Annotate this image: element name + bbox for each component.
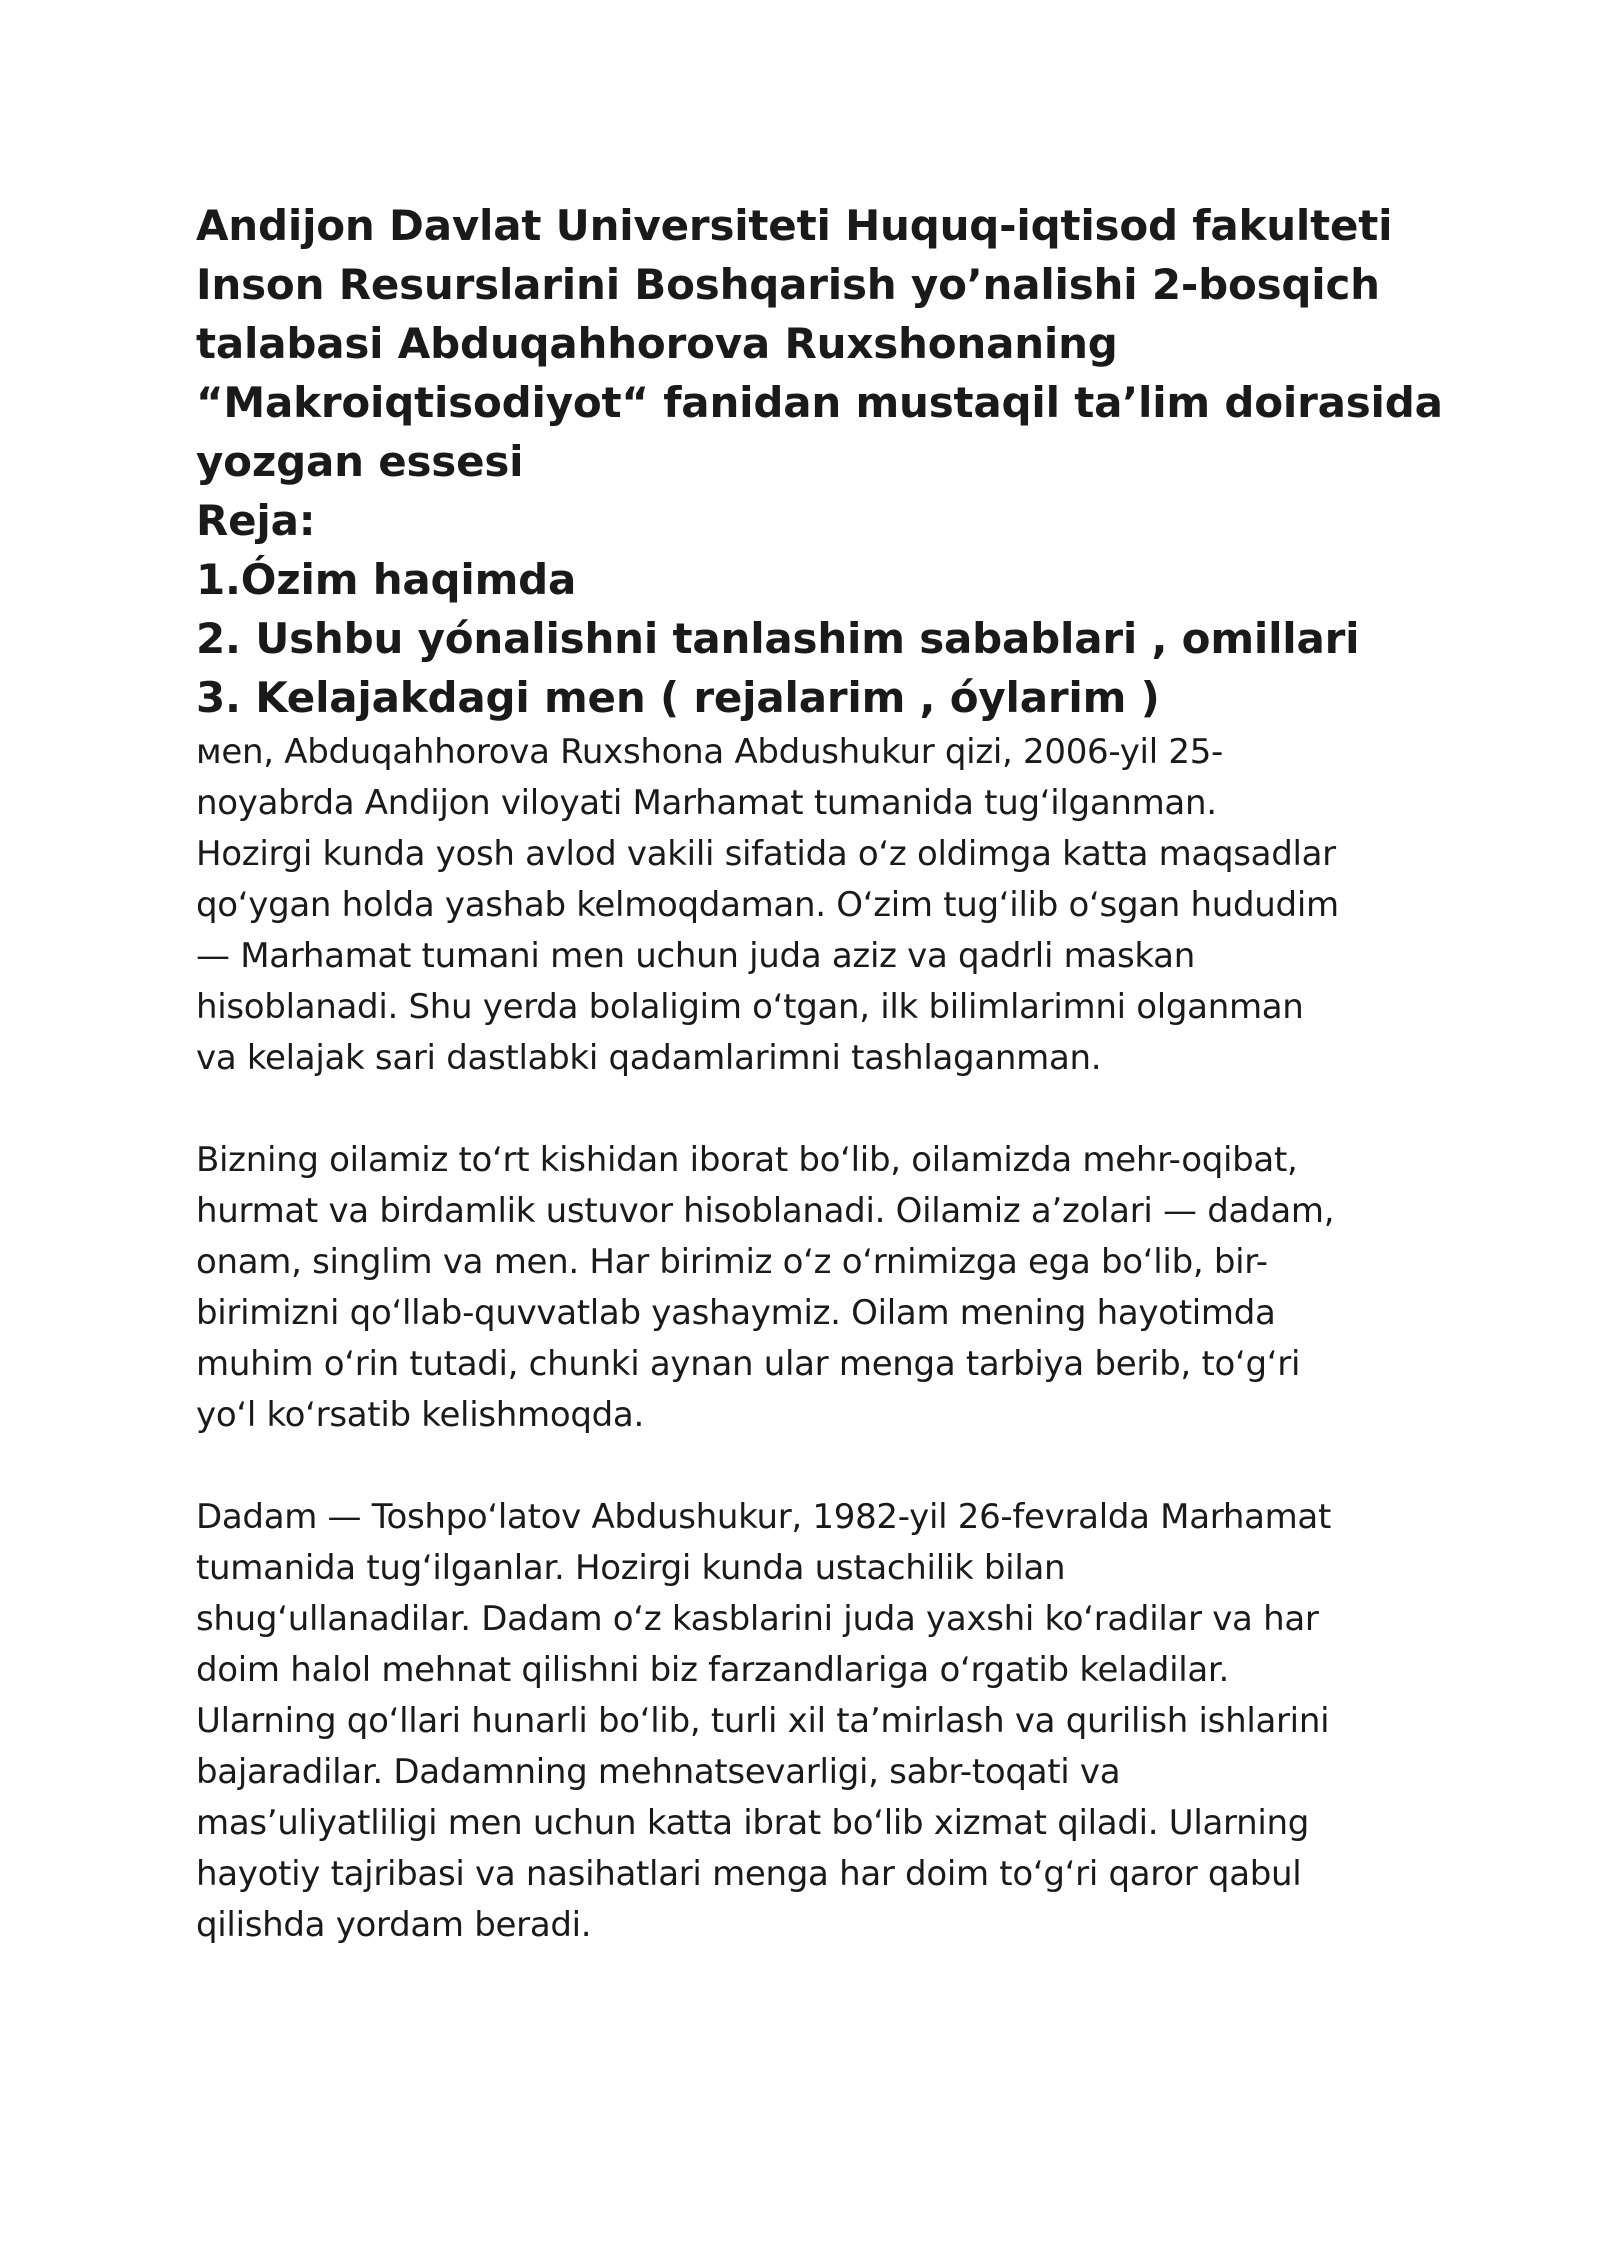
- plan-item: 3. Kelajakdagi men ( rejalarim , óylarim ): [196, 673, 1160, 722]
- text-line: noyabrda Andijon viloyati Marhamat tumanida tug‘ilganman.: [196, 783, 1217, 823]
- text-line: onam, singlim va men. Har birimiz o‘z o‘rnimizga ega bo‘lib, bir-: [196, 1242, 1268, 1282]
- text-line: Bizning oilamiz to‘rt kishidan iborat bo‘lib, oilamizda mehr-oqibat,: [196, 1140, 1298, 1180]
- title-line: “Makroiqtisodiyot“ fanidan mustaqil ta’lim doirasida: [196, 378, 1443, 427]
- text-line: qo‘ygan holda yashab kelmoqdaman. O‘zim tug‘ilib o‘sgan hududim: [196, 885, 1339, 925]
- text-line: hurmat va birdamlik ustuvor hisoblanadi. Oilamiz a’zolari — dadam,: [196, 1191, 1335, 1231]
- paragraph-father: [196, 1492, 1426, 1951]
- title-line: yozgan essesi: [196, 437, 524, 486]
- title-line: talabasi Abduqahhorova Ruxshonaning: [196, 319, 1118, 368]
- text-line: birimizni qo‘llab-quvvatlab yashaymiz. Oilam mening hayotimda: [196, 1293, 1276, 1333]
- text-line: doim halol mehnat qilishni biz farzandlariga o‘rgatib keladilar.: [196, 1650, 1229, 1690]
- text-line: shug‘ullanadilar. Dadam o‘z kasblarini juda yaxshi ko‘radilar va har: [196, 1599, 1319, 1639]
- essay-body: [196, 727, 1426, 1951]
- text-line: Dadam — Toshpo‘latov Abdushukur, 1982-yil 26-fevralda Marhamat: [196, 1497, 1331, 1537]
- text-line: yo‘l ko‘rsatib kelishmoqda.: [196, 1395, 644, 1435]
- plan-item: 1.Ózim haqimda: [196, 555, 577, 604]
- plan-heading: Reja:: [196, 496, 316, 545]
- text-line: tumanida tug‘ilganlar. Hozirgi kunda ustachilik bilan: [196, 1548, 1066, 1588]
- essay-title: [196, 196, 1443, 491]
- plan-item: 2. Ushbu yónalishni tanlashim sabablari , omillari: [196, 614, 1360, 663]
- text-line: bajaradilar. Dadamning mehnatsevarligi, sabr-toqati va: [196, 1752, 1121, 1792]
- text-line: — Marhamat tumani men uchun juda aziz va qadrli maskan: [196, 936, 1195, 976]
- title-line: Andijon Davlat Universiteti Huquq-iqtisod fakulteti: [196, 201, 1393, 250]
- paragraph-about-me: [196, 727, 1426, 1084]
- text-line: Ularning qo‘llari hunarli bo‘lib, turli xil ta’mirlash va qurilish ishlarini: [196, 1701, 1330, 1741]
- text-line: mas’uliyatliligi men uchun katta ibrat bo‘lib xizmat qiladi. Ularning: [196, 1803, 1310, 1843]
- text-line: hayotiy tajribasi va nasihatlari menga har doim to‘g‘ri qaror qabul: [196, 1854, 1302, 1894]
- title-line: Inson Resurslarini Boshqarish yo’nalishi 2-bosqich: [196, 260, 1380, 309]
- text-line: мen, Abduqahhorova Ruxshona Abdushukur qizi, 2006-yil 25-: [196, 732, 1223, 772]
- paragraph-family: [196, 1135, 1426, 1441]
- text-line: muhim o‘rin tutadi, chunki aynan ular menga tarbiya berib, to‘g‘ri: [196, 1344, 1301, 1384]
- plan-list: [196, 550, 1426, 727]
- text-line: Hozirgi kunda yosh avlod vakili sifatida o‘z oldimga katta maqsadlar: [196, 834, 1336, 874]
- text-line: hisoblanadi. Shu yerda bolaligim o‘tgan, ilk bilimlarimni olganman: [196, 987, 1304, 1027]
- text-line: qilishda yordam beradi.: [196, 1905, 592, 1945]
- document-content: [196, 196, 1443, 1951]
- text-line: va kelajak sari dastlabki qadamlarimni tashlaganman.: [196, 1038, 1102, 1078]
